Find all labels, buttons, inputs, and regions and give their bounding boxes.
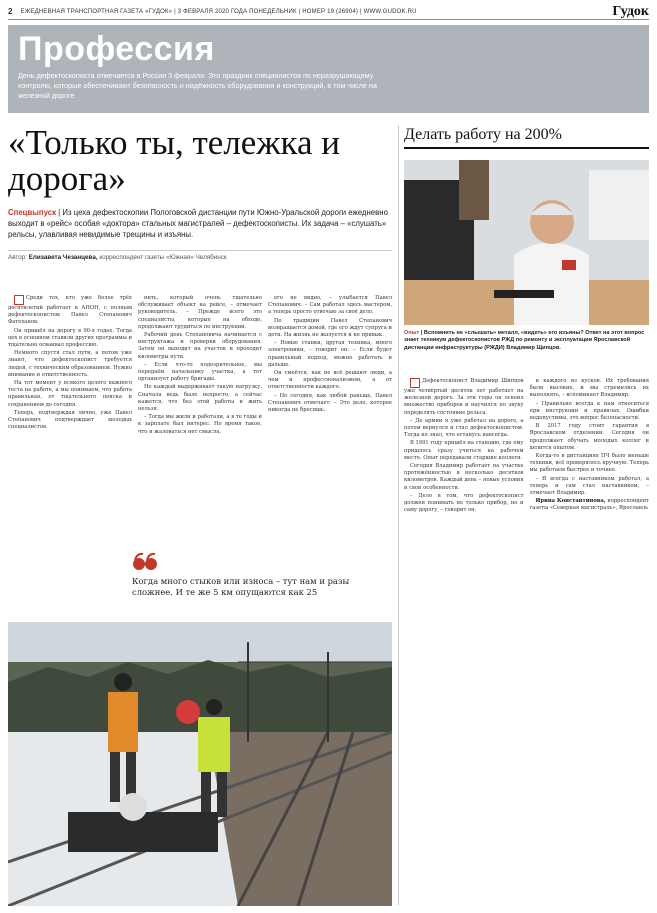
article-column: Среди тех, кто уже более трёх десятилетий работает в АНОН, с полным дефектоскопистом Павел Степанович Фатеханов. Он пришёл на дорогу в 90-х годах. Тогда цех в основном ставили других программы и тщательно осваивал профессию. Немного спустя стал пути, а потом уже знают, что дефектоскопист требуется людей, с техническим образованием. Нужно внимание и ответственность. На тот момент у всякого целого важного теста на работе, а мы понимаем, что работа правильная, от тщательного поиска и сохранением до сегодня. Теперь, подтверждая лично, уже Павел Степанович подтверждает молодых специалистов. [8,295,132,431]
railway-photo [8,622,392,906]
section-description: День дефектоскописта отмечается в России 3 февраля. Это праздник специалистов по неразрушающему контролю, которые обеспечивают безопасность и надёжность оборудования и конструкций, в том числе на железной дороге [18,71,377,100]
newspaper-logo: Гудок [612,3,649,19]
photo-caption [404,330,649,352]
main-article [8,125,392,261]
author-name: Ирина Константинова, [535,498,606,505]
byline-name: Елизавета Чезанцева, [28,254,98,261]
sidebar-article [404,125,649,149]
article-lead [8,207,392,240]
sidebar-column: и каждого из кусков. Их требования были высокие, и мы стремились их выполнять, – вспоминает Владимир. – Правильно всегда к нам относиться при инструкции и правилах. Ошибки недопустимы, это вопрос безопасности. В 2017 году стоит гарантия в Ярославском отделении. Сегодня он продолжает обучать молодых коллег и делится опытом. Когда-то в дистанциях ПЧ было меньше техники, всё проверялось вручную. Теперь мы работаем быстрее и точнее. – Я всегда с наставником работал, а теперь и сам стал наставником, – отмечает Владимир. Ирина Константинова, корреспондент газеты «Северная магистраль», Ярославль [529,378,649,512]
byline-role: корреспондент газеты «Южная» Челябинск [99,254,227,261]
dropcap-box [410,378,420,388]
section-title: Профессия [18,30,215,68]
article-column: нить, который очень тщательно обслуживает объект на рейсе, – отмечает руководитель. – Прежде всего это специалисты, которые на обходе, продолжают трудиться по инструкции. Рабочий день Степановича начинается с инструктажа и проверки оборудования. Затем он выходит на участок и проходит километры пути. – Если что-то подозрительное, мы передаём начальнику участка, а тот организует работу бригады. Не каждый выдерживает такую нагрузку. Сначала ведь было непросто, а сейчас кажется, что без этой работы и жить нельзя. – Тогда мы жили и работали, а в те годы и к зарплате был интерес. Но время такое, что и жаловаться нет смысла. [138,295,262,435]
byline [8,250,392,261]
lead-tag: Спецвыпуск [8,208,57,217]
masthead-info: ЕЖЕДНЕВНАЯ ТРАНСПОРТНАЯ ГАЗЕТА «ГУДОК» | 3 ФЕВРАЛЯ 2020 ГОДА ПОНЕДЕЛЬНИК | НОМЕР 19 (26904) | WWW.GUDOK.RU [20,8,417,15]
top-bar [8,4,649,20]
page-number: 2 [8,7,13,16]
byline-label: Автор: [8,254,27,261]
section-banner [8,25,649,113]
sidebar-body [404,378,649,906]
article-body [8,295,392,545]
sidebar-title: Делать работу на 200% [404,125,649,149]
caption-text: | Вспомнить не «слышать» металл, «видеть» его изъяны? Ответ на этот вопрос знает техникум дефектоскопистов РЖД по ремонту и эксплуатации Ярославской дистанции инфраструктуры (РЖДИ) Владимир Щипцов. [404,330,645,351]
sidebar-column: Дефектоскопист Владимир Шипцов уже четвёртый десяток лет работает на железной дороге. За эти годы он освоил множество приборов и научился по звуку определять состояние рельса. – До армии я уже работал на дороге, а потом вернулся и стал дефектоскопистом. Тогда не знал, что останусь навсегда. В 1991 году пришёл на станцию, где ему пришлось сразу учиться на рабочем месте. Опыт передавали старшие коллеги. Сегодня Владимир работает на участке протяжённостью в несколько десятков километров. Каждый день – новые условия и свои особенности. – Дело в том, что дефектоскопист должен понимать не только прибор, но и саму дорогу, – говорит он. [404,378,524,514]
lead-text: | Из цеха дефектоскопии Пологовской дистанции пути Южно-Уральской дороги ежедневно выходит в «рейс» особая «доктора» стальных магистралей – дефектоскописты. Их задача – «слушать» рельсы, улавливая невидимые трещины и изъяны. [8,208,388,239]
caption-label: Опыт [404,330,420,336]
dropcap-box [14,295,24,305]
quote-text: Когда много стыков или износа – тут нам и разы сложнее. И те же 5 км опущаются как 25 [132,576,350,597]
article-headline: «Только ты, тележка и дорога» [8,123,341,198]
article-column: его не видно, – улыбается Павел Степанович. – Сам работал здесь мастером, а теперь просто отвечаю за своё дело. По традиции Павел Степанович возвращается домой, где его ждут супруга и дети. На жизнь не жалуется и не привык. – Новые станки, другая техника, много электроники, – говорит он. – Если будет правильный подход, можно работать и дальше. Он смеётся, как не всё решают люди, а чем и профессионализмом, а от ответственности каждого. – Но сегодня, как любой раньше, Павел Степанович отмечает: – Это дело, которое никогда не бросишь. [268,295,392,414]
column-divider [398,125,399,905]
quote-marks-icon [132,552,158,572]
worker-photo [404,160,649,325]
author-role: корреспондент газеты «Северная магистраль», Ярославль [529,498,649,512]
